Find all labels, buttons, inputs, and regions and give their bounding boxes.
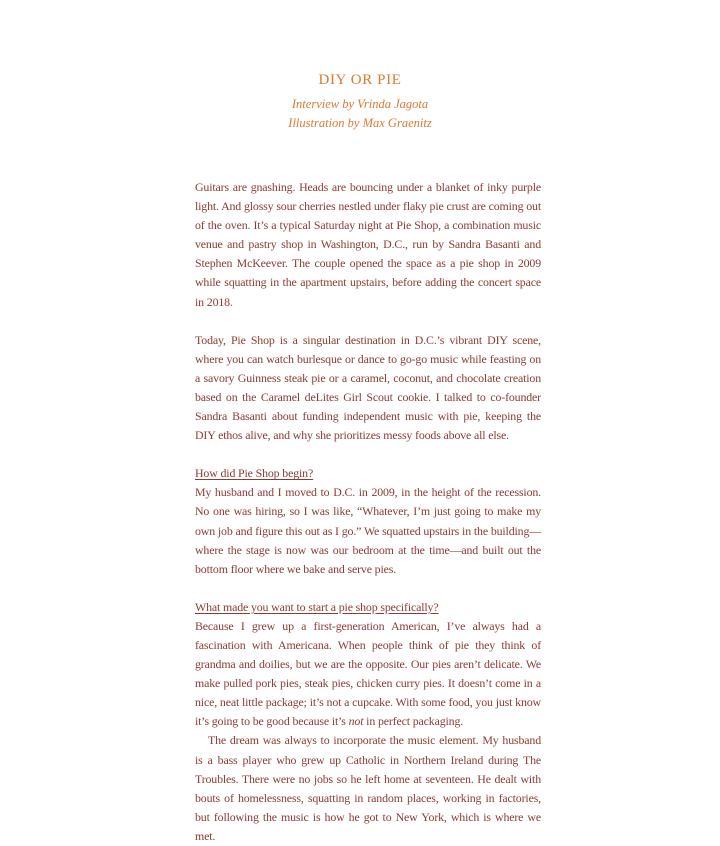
article-title: DIY OR PIE [318,72,402,88]
illustration-byline: Illustration by Max Graenitz [288,116,432,130]
intro-paragraph-1: Guitars are gnashing. Heads are bouncing under a blanket of inky purple light. And glossy sour cherries nestled under flaky pie crust are coming out of the oven. It’s a typical Saturday night at Pie Shop, a combination music venue and pastry shop in Washington, D.C., run by Sandra Basanti and Stephen McKeever. The couple opened the space as a pie shop in 2009 while squatting in the apartment upstairs, before adding the concert space in 2018. [195,180,541,309]
answer-text-end: in perfect packaging. [363,714,464,729]
intro-paragraph-2: Today, Pie Shop is a singular destination in D.C.’s vibrant DIY scene, where you can watch burlesque or dance to go-go music while feasting on a savory Guinness steak pie or a caramel, coconut, and chocolate creation based on the Caramel deLites Girl Scout cookie. I talked to co-founder Sandra Basanti about funding independent music with pie, keeping the DIY ethos alive, and why she prioritizes messy foods above all else. [195,332,541,443]
question-heading: How did Pie Shop begin? [195,466,314,481]
qa-block-1 [195,464,541,579]
question-heading: What made you want to start a pie shop specifically? [195,599,439,614]
emphasis-text: not [348,714,364,729]
qa-block-2 [195,598,541,732]
article-body [195,178,541,846]
answer-text: My husband and I moved to D.C. in 2009, in the height of the recession. No one was hiring, so I was like, “Whatever, I’m just going to make my own job and figure this out as I go.” We squatted upstairs in the building—where the stage is now was our bedroom at the time—and built out the bottom floor where we bake and serve pies. [195,485,541,576]
answer-text: Because I grew up a first-generation American, I’ve always had a fascination with Americana. When people think of pie they think of grandma and doilies, but we are the opposite. Our pies aren’t delicate. We make pulled pork pies, steak pies, chicken curry pies. It doesn’t come in a nice, neat little package; it’s not a cupcake. With some food, you just know it’s going to be good because it’s [195,618,541,729]
article-header [0,70,720,133]
interview-byline: Interview by Vrinda Jagota [291,97,429,111]
answer-continued-paragraph: The dream was always to incorporate the music element. My husband is a bass player who grew up Catholic in Northern Ireland during The Troubles. There were no jobs so he left home at seventeen. He dealt with bouts of homelessness, squatting in random places, working in factories, but following the music is how he got to New York, which is where we met. [195,733,541,843]
